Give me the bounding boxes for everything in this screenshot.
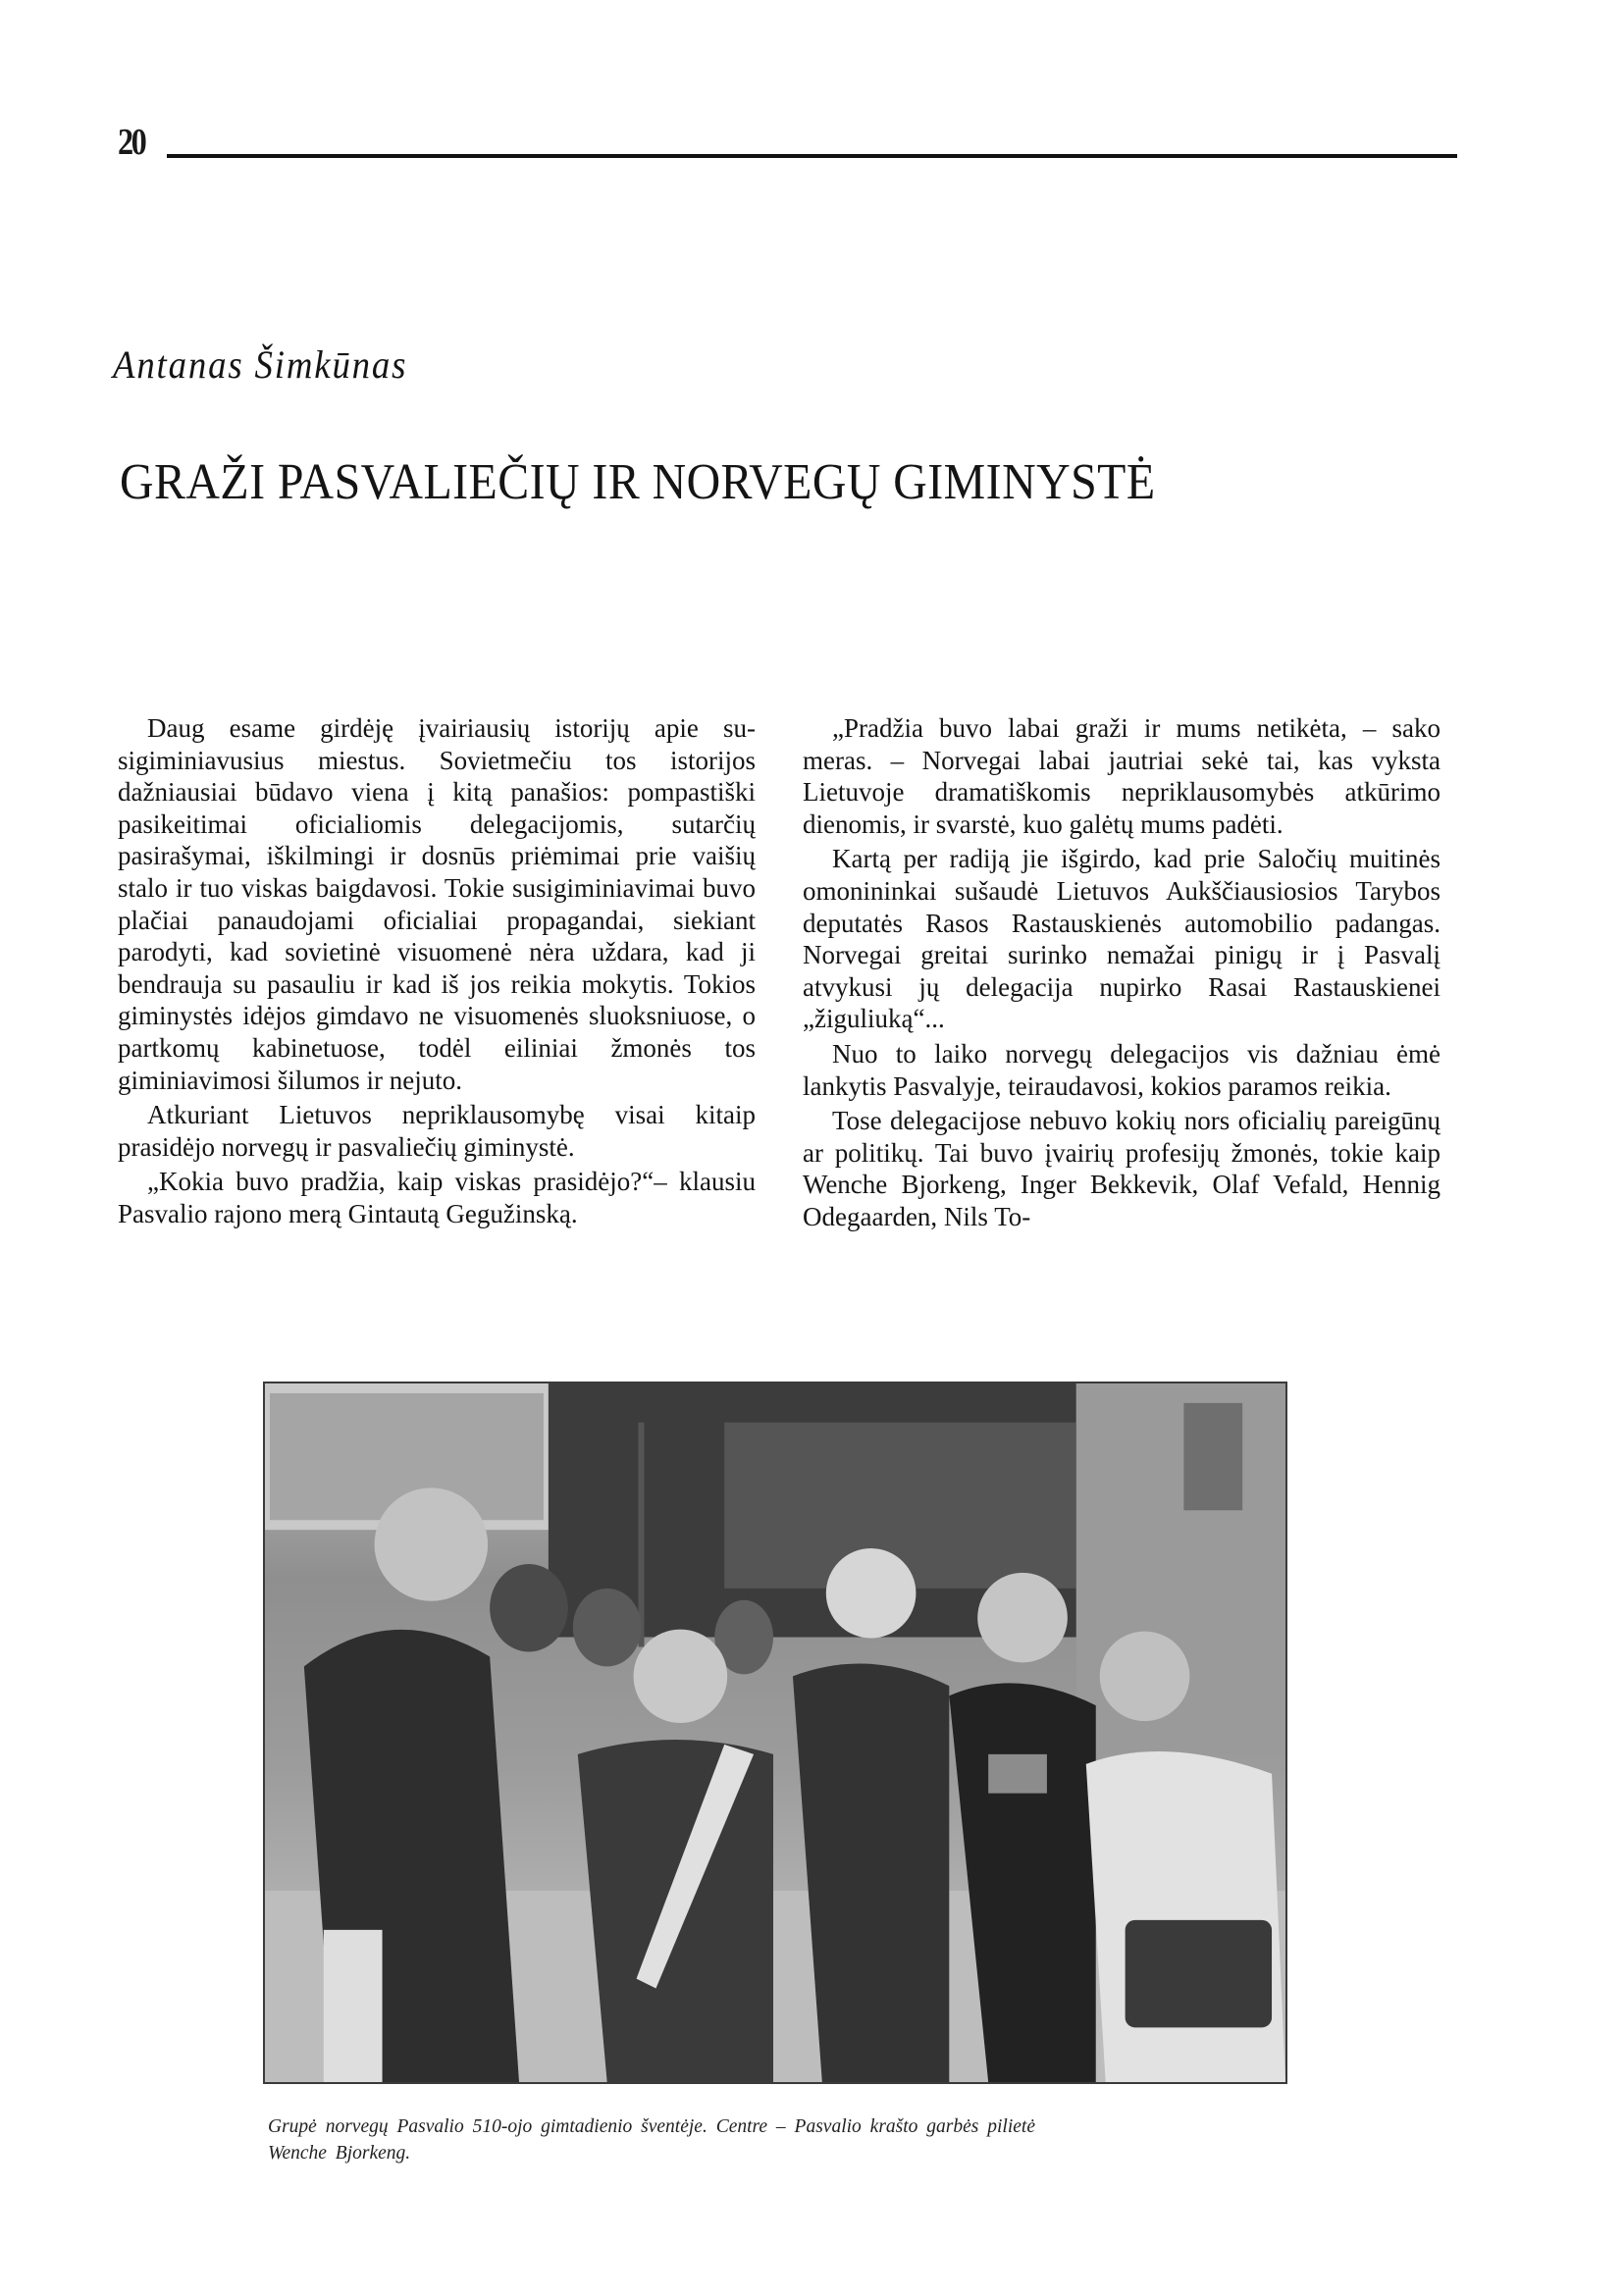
- photo-person-head: [375, 1487, 489, 1600]
- right-column: [803, 712, 1441, 1236]
- photo-crowd: [490, 1564, 568, 1651]
- caption-line: Wenche Bjorkeng.: [268, 2143, 411, 2164]
- photo-person-head: [826, 1548, 917, 1638]
- photo-person-head: [634, 1630, 728, 1723]
- photo-window: [1183, 1403, 1242, 1510]
- photo-person-head: [1100, 1632, 1190, 1721]
- photo-sash: [324, 1930, 383, 2082]
- left-column: [118, 712, 756, 1233]
- photo-handbag: [1126, 1920, 1272, 2027]
- photo-crowd: [573, 1589, 642, 1667]
- photo-caption: [268, 2113, 1249, 2166]
- header-rule: [167, 154, 1457, 158]
- paragraph: Tose delegacijose nebuvo kokių nors oficialių pareigūnų ar politikų. Tai buvo įvairių profesijų žmonės, tokie kaip Wenche Bjorkeng, Inger Bekkevik, Olaf Vefald, Hennig Odegaarden, Nils To-: [803, 1106, 1441, 1231]
- photo-person: [1086, 1751, 1285, 2082]
- article-title: GRAŽI PASVALIEČIŲ IR NORVEGŲ GIMINYSTĖ: [120, 454, 1156, 510]
- paragraph: Nuo to laiko norvegų delegacijos vis dažniau ėmė lankytis Pasvalyje, teiraudavosi, kokios paramos reikia.: [803, 1038, 1441, 1101]
- photo-person-head: [977, 1573, 1068, 1662]
- paragraph: Daug esame girdėję įvairiausių istorijų apie susigiminiavusius miestus. Sovietmečiu tos istorijos dažniausiai būdavo viena į kitą panašios: pompastiški pasikeitimai oficialiomis delegacijomis, sutarčių pasirašymai, iškilmingi ir dosnūs priėmimai prie vaišių stalo ir tuo viskas baigdavosi. Tokie susigiminiavimai buvo plačiai panaudojami oficialiai propagandai, siekiant parodyti, kad sovietinė visuomenė nėra uždara, kad ji bendrauja su pasauliu ir kad iš jos reikia mokytis. Tokios giminystės idėjos gimdavo ne visuomenės sluoksniuose, o partkomų kabinetuose, todėl eiliniai žmonės tos giminiavimosi šilumos ir nejuto.: [118, 713, 756, 1095]
- photo-lamp-post: [639, 1423, 645, 1647]
- group-photo: [263, 1382, 1287, 2084]
- paragraph: „Kokia buvo pradžia, kaip viskas prasidėjo?“– klausiu Pasvalio rajono merą Gintautą Gegužinską.: [118, 1167, 756, 1228]
- article-author: Antanas Šimkūnas: [113, 342, 408, 387]
- photo-flag: [988, 1754, 1047, 1794]
- paragraph: Atkuriant Lietuvos nepriklausomybę visai kitaip prasidėjo norvegų ir pasvaliečių giminystė.: [118, 1100, 756, 1162]
- paragraph: Kartą per radiją jie išgirdo, kad prie Saločių muitinės omonininkai sušaudė Lietuvos Aukščiausiosios Tarybos deputatės Rasos Rastauskienės automobilio padangas. Norvegai greitai surinko nemažai pinigų ir į Pasvalį atvykusi jų delegacija nupirko Rasai Rastauskienei „žiguliuką“...: [803, 844, 1441, 1034]
- paragraph: „Pradžia buvo labai graži ir mums netikėta, – sako meras. – Norvegai labai jautriai sekė tai, kas vyksta Lietuvoje dramatiškomis nepriklausomybės atkūrimo dienomis, ir svarstė, kuo galėtų mums padėti.: [803, 713, 1441, 839]
- photo-illustration: [265, 1383, 1285, 2082]
- caption-line: Grupė norvegų Pasvalio 510-ojo gimtadienio šventėje. Centre – Pasvalio krašto garbės pilietė: [268, 2116, 1035, 2137]
- page-number: 20: [118, 122, 145, 163]
